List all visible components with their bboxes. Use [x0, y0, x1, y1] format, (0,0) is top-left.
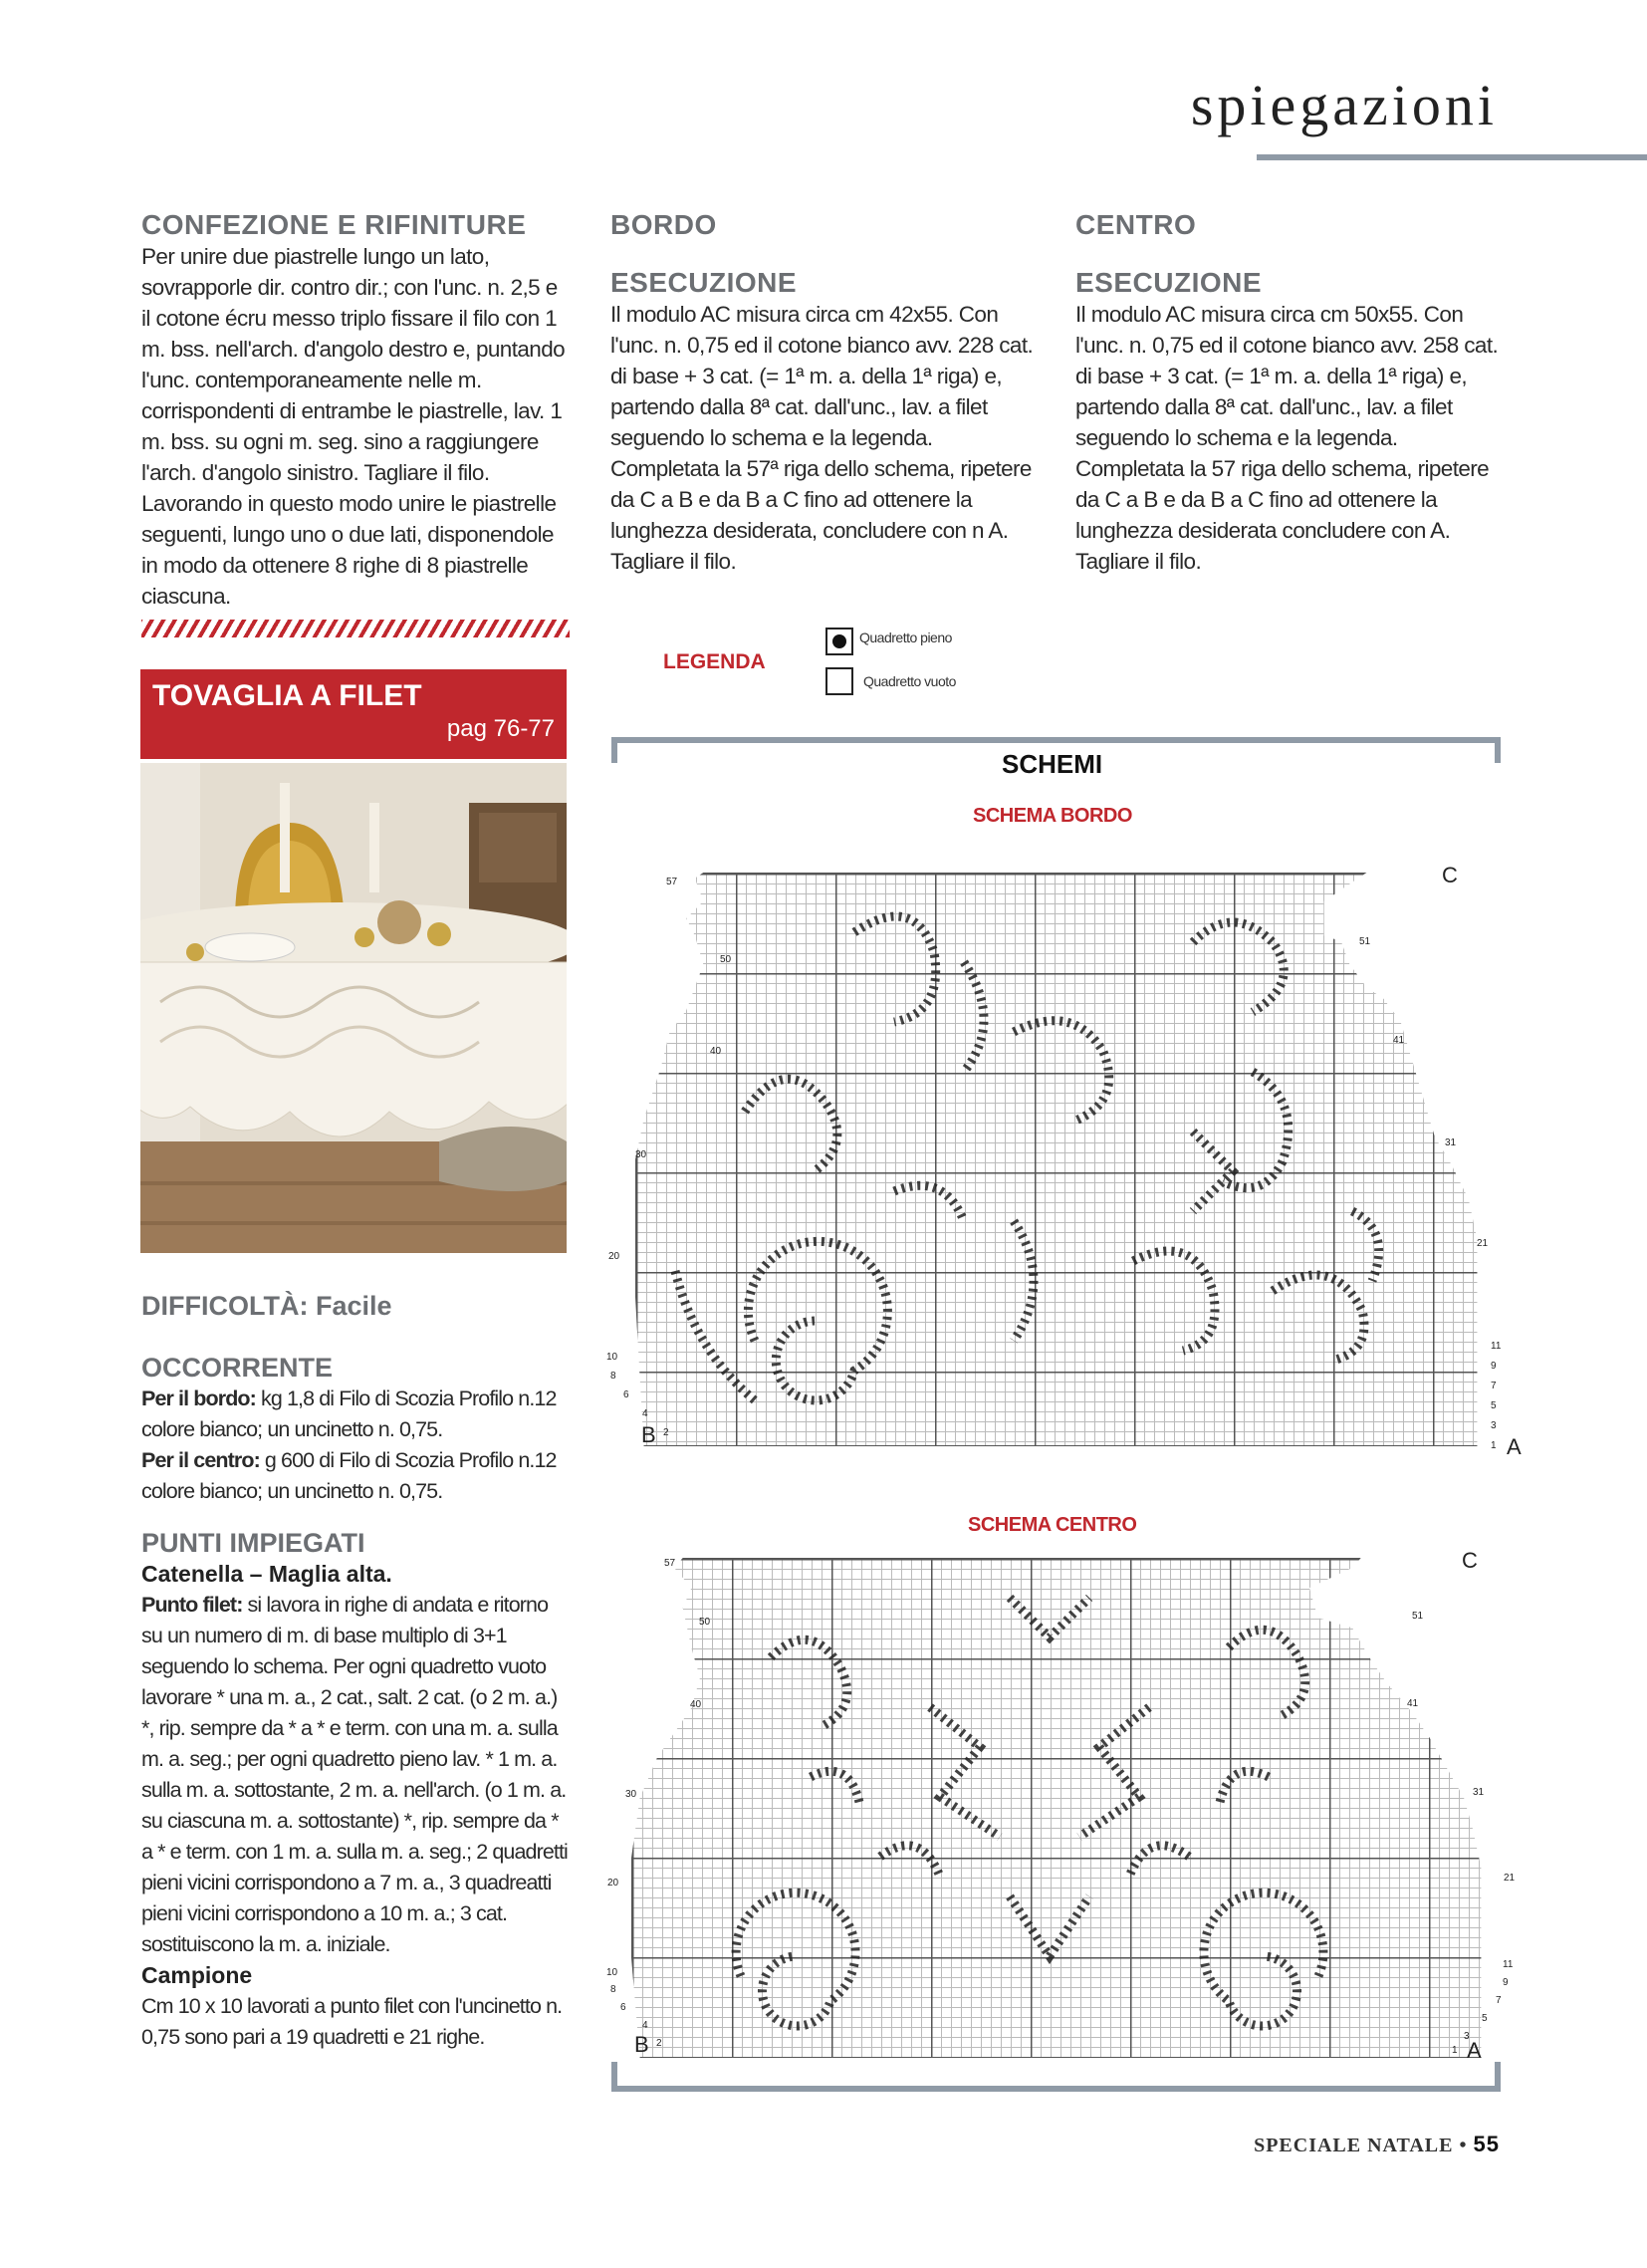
- centro-heading: CENTRO: [1075, 209, 1197, 240]
- bordo-text: Il modulo AC misura circa cm 42x55. Con l'unc. n. 0,75 ed il cotone bianco avv. 228 cat. di base + 3 cat. (= 1ª m. a. della 1ª riga) e, partendo dalla 8ª cat. dall'unc., lav. a filet seguendo lo schema e la legenda. Completata la 57ª riga dello schema, ripetere da C a B e da B a C fino ad ottenere la lunghezza desiderata, concludere con n A. Tagliare il filo.: [610, 302, 1034, 574]
- punti-heading: PUNTI IMPIEGATI: [141, 1528, 365, 1558]
- column-confezione: [141, 209, 570, 612]
- occorrente-centro-text: g 600 di Filo di Scozia Profilo n.12 colore bianco; un uncinetto n. 0,75.: [141, 1448, 557, 1503]
- project-pages: pag 76-77: [446, 715, 555, 742]
- legend-full-swatch: [825, 628, 853, 655]
- punti-filet-label: Punto filet:: [141, 1593, 243, 1617]
- centro-row-label: 1: [1452, 2045, 1458, 2056]
- centro-row-label: 8: [610, 1984, 616, 1995]
- section-title: spiegazioni: [1190, 73, 1498, 137]
- tablecloth-photo: [140, 763, 567, 1253]
- bordo-row-label: 10: [606, 1352, 618, 1363]
- schemi-frame-right: [1495, 737, 1501, 763]
- legend-full-label: Quadretto pieno: [859, 630, 952, 645]
- centro-row-label: 9: [1503, 1977, 1509, 1988]
- schema-centro-title: SCHEMA CENTRO: [968, 1514, 1137, 1536]
- bordo-row-label: 30: [635, 1149, 647, 1160]
- occorrente-centro: [141, 1445, 572, 1507]
- punti-filet: [141, 1590, 572, 1960]
- schemi-frame-left: [611, 737, 617, 763]
- bordo-row-label: 8: [610, 1371, 616, 1382]
- bordo-mark-a: A: [1507, 1434, 1522, 1459]
- bordo-subheading: ESECUZIONE: [610, 267, 798, 298]
- centro-subheading: ESECUZIONE: [1075, 267, 1263, 298]
- filled-dot-icon: [832, 634, 846, 648]
- bordo-row-label: 11: [1491, 1341, 1502, 1352]
- bordo-row-label: 5: [1491, 1400, 1497, 1411]
- bordo-heading: BORDO: [610, 209, 717, 240]
- schemi-title: SCHEMI: [1002, 749, 1103, 779]
- centro-mark-c: C: [1462, 1548, 1478, 1573]
- centro-row-label: 41: [1407, 1698, 1419, 1709]
- schema-centro-motif: [631, 1558, 1488, 2056]
- confezione-text: Per unire due piastrelle lungo un lato, sovrapporle dir. contro dir.; con l'unc. n. 2,5 e il cotone écru messo triplo fissare il filo con 1 m. bss. nell'arch. d'angolo destro e, puntando l'unc. contemporaneamente nelle m. corrispondenti di entrambe le piastrelle, lav. 1 m. bss. su ogni m. seg. sino a raggiungere l'arch. d'angolo sinistro. Tagliare il filo. Lavorando in questo modo unire le piastrelle seguenti, lungo uno o due lati, disponendole in modo da ottenere 8 righe di 8 piastrelle ciascuna.: [141, 244, 566, 609]
- centro-row-label: 30: [625, 1789, 637, 1800]
- centro-row-label: 20: [607, 1878, 619, 1889]
- occorrente-bordo: [141, 1384, 572, 1445]
- bordo-row-label: 31: [1445, 1137, 1457, 1148]
- page-number: 55: [1473, 2132, 1500, 2156]
- centro-row-label: 57: [664, 1558, 676, 1569]
- bordo-row-label: 7: [1491, 1381, 1497, 1391]
- column-centro: [1075, 209, 1504, 577]
- difficulty-value: Facile: [315, 1291, 392, 1321]
- centro-row-label: 10: [606, 1967, 618, 1978]
- centro-row-label: 50: [699, 1617, 711, 1628]
- bordo-row-label: 6: [623, 1389, 629, 1400]
- schema-bordo-title: SCHEMA BORDO: [973, 805, 1132, 827]
- occorrente-bordo-label: Per il bordo:: [141, 1386, 256, 1410]
- punti-catenella: Catenella – Maglia alta.: [141, 1561, 392, 1587]
- bordo-row-label: 51: [1359, 936, 1371, 947]
- centro-row-label: 21: [1504, 1873, 1516, 1884]
- centro-row-label: 4: [642, 2020, 648, 2031]
- bordo-row-label: 40: [710, 1046, 722, 1057]
- bordo-row-label: 21: [1477, 1238, 1489, 1249]
- materials-section: [141, 1290, 572, 2053]
- project-title: TOVAGLIA A FILET: [152, 679, 422, 712]
- page-footer: [1254, 2132, 1500, 2157]
- schemi-frame-bottom-left: [611, 2062, 617, 2092]
- schemi-frame-bottom-right: [1495, 2062, 1501, 2092]
- magazine-name: SPECIALE NATALE: [1254, 2135, 1454, 2156]
- centro-text: Il modulo AC misura circa cm 50x55. Con l'unc. n. 0,75 ed il cotone bianco avv. 258 cat. di base + 3 cat. (= 1ª m. a. della 1ª riga) e, partendo dalla 8ª cat. dall'unc., lav. a filet seguendo lo schema e la legenda. Completata la 57 riga dello schema, ripetere da C a B e da B a C fino ad ottenere la lunghezza desiderata concludere con A. Tagliare il filo.: [1075, 302, 1499, 574]
- bordo-mark-b: B: [641, 1422, 656, 1447]
- centro-row-label: 40: [690, 1699, 702, 1710]
- schemi-frame-top: [611, 737, 1501, 743]
- hatch-divider: [141, 620, 570, 637]
- occorrente-bordo-text: kg 1,8 di Filo di Scozia Profilo n.12 colore bianco; un uncinetto n. 0,75.: [141, 1386, 557, 1441]
- bordo-row-label: 57: [666, 877, 678, 887]
- centro-row-label: 7: [1496, 1995, 1502, 2006]
- header-rule: [1257, 154, 1647, 160]
- occorrente-centro-label: Per il centro:: [141, 1448, 260, 1472]
- bordo-row-label: 4: [642, 1408, 648, 1419]
- campione-text: Cm 10 x 10 lavorati a punto filet con l'uncinetto n. 0,75 sono pari a 19 quadretti e 21 righe.: [141, 1994, 563, 2049]
- centro-row-label: 3: [1464, 2031, 1470, 2042]
- occorrente-heading: OCCORRENTE: [141, 1353, 334, 1383]
- bordo-row-label: 50: [720, 954, 732, 965]
- bordo-row-label: 20: [608, 1251, 620, 1262]
- bordo-row-label: 41: [1393, 1035, 1405, 1046]
- schemi-frame-bottom: [611, 2086, 1501, 2092]
- centro-row-label: 51: [1412, 1611, 1424, 1622]
- project-title-box: [140, 669, 567, 759]
- centro-row-label: 31: [1473, 1787, 1485, 1798]
- schema-bordo-motif: [635, 873, 1484, 1444]
- legend-title: LEGENDA: [663, 650, 766, 673]
- centro-mark-b: B: [634, 2032, 649, 2057]
- legend-empty-swatch: [825, 667, 853, 695]
- difficulty: [141, 1290, 572, 1322]
- bordo-row-label: 9: [1491, 1361, 1497, 1372]
- legend-empty-label: Quadretto vuoto: [863, 673, 956, 689]
- bordo-mark-c: C: [1442, 863, 1458, 887]
- centro-row-label: 6: [620, 2002, 626, 2013]
- centro-row-label: 2: [656, 2038, 662, 2049]
- punti-filet-text: si lavora in righe di andata e ritorno su un numero di m. di base multiplo di 3+1 seguendo lo schema. Per ogni quadretto vuoto lavorare * una m. a., 2 cat., salt. 2 cat. (o 2 m. a.) *, rip. sempre da * a * e term. con una m. a. sulla m. a. seg.; per ogni quadretto pieno lav. * 1 m. a. sulla m. a. sottostante, 2 m. a. nell'arch. (o 1 m. a. su ciascuna m. a. sottostante) *, rip. sempre da * a * e term. con 1 m. a. sulla m. a. seg.; 2 quadretti pieni vicini corrispondono a 7 m. a., 3 quadreatti pieni vicini corrispondono a 10 m. a.; 3 cat. sostituiscono la m. a. iniziale.: [141, 1593, 568, 1956]
- centro-row-label: 11: [1503, 1959, 1514, 1970]
- centro-mark-a: A: [1467, 2038, 1482, 2063]
- tablecloth-illustration: [140, 763, 567, 1253]
- bordo-row-label: 1: [1491, 1440, 1497, 1451]
- column-bordo: [610, 209, 1039, 577]
- centro-row-label: 5: [1482, 2013, 1488, 2024]
- footer-separator: •: [1459, 2135, 1468, 2156]
- bordo-row-label: 2: [663, 1427, 669, 1438]
- difficulty-label: DIFFICOLTÀ:: [141, 1291, 309, 1321]
- campione-heading: Campione: [141, 1962, 253, 1988]
- bordo-row-label: 3: [1491, 1420, 1497, 1431]
- confezione-heading: CONFEZIONE E RIFINITURE: [141, 209, 527, 240]
